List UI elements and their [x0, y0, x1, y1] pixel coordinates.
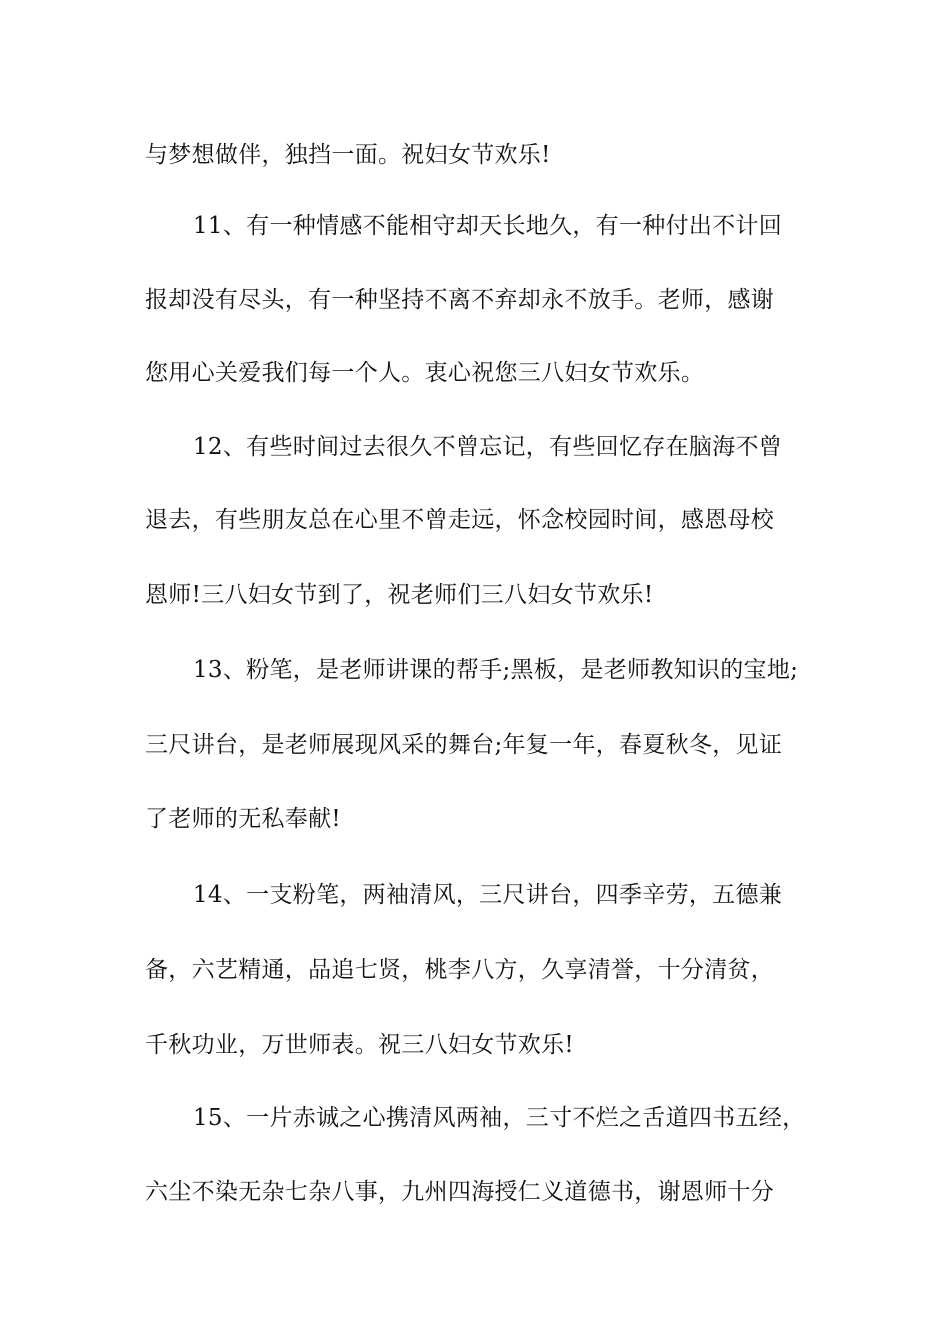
paragraph-14-start: 14、一支粉笔，两袖清风，三尺讲台，四季辛劳，五德兼 — [193, 882, 783, 908]
paragraph-13-start: 13、粉笔，是老师讲课的帮手;黑板，是老师教知识的宝地; — [193, 657, 799, 683]
text-line: 报却没有尽头，有一种坚持不离不弃却永不放手。老师，感谢 — [145, 287, 775, 313]
text-line: 千秋功业，万世师表。祝三八妇女节欢乐! — [145, 1032, 574, 1058]
text-line: 恩师!三八妇女节到了，祝老师们三八妇女节欢乐! — [145, 582, 654, 608]
text-line: 退去，有些朋友总在心里不曾走远，怀念校园时间，感恩母校 — [145, 507, 775, 533]
text-line: 了老师的无私奉献! — [145, 806, 341, 832]
text-line: 您用心关爱我们每一个人。衷心祝您三八妇女节欢乐。 — [145, 360, 705, 386]
text-line: 备，六艺精通，品追七贤，桃李八方，久享清誉，十分清贫， — [145, 957, 775, 983]
paragraph-15-start: 15、一片赤诚之心携清风两袖，三寸不烂之舌道四书五经， — [193, 1105, 806, 1131]
paragraph-11-start: 11、有一种情感不能相守却天长地久，有一种付出不计回 — [193, 213, 783, 239]
text-line: 六尘不染无杂七杂八事，九州四海授仁义道德书，谢恩师十分 — [145, 1179, 775, 1205]
text-line: 与梦想做伴，独挡一面。祝妇女节欢乐! — [145, 142, 551, 168]
text-line: 三尺讲台，是老师展现风采的舞台;年复一年，春夏秋冬，见证 — [145, 732, 783, 758]
paragraph-12-start: 12、有些时间过去很久不曾忘记，有些回忆存在脑海不曾 — [193, 434, 783, 460]
